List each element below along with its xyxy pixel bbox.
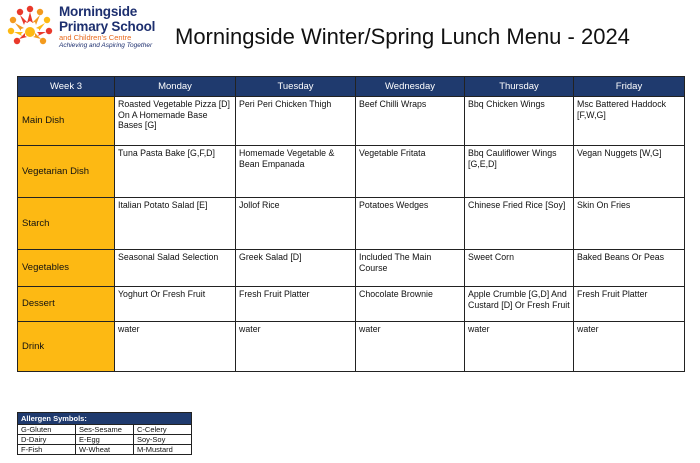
menu-cell: Vegetable Fritata bbox=[356, 146, 465, 198]
allergen-legend-table bbox=[17, 412, 192, 455]
allergen-entry: E-Egg bbox=[76, 435, 134, 445]
row-category: Drink bbox=[18, 322, 115, 372]
menu-cell: water bbox=[356, 322, 465, 372]
lunch-menu-table bbox=[17, 76, 685, 372]
header-wednesday: Wednesday bbox=[356, 77, 465, 97]
menu-cell: water bbox=[115, 322, 236, 372]
allergen-entry: D-Dairy bbox=[18, 435, 76, 445]
row-category: Dessert bbox=[18, 287, 115, 322]
menu-cell: water bbox=[574, 322, 685, 372]
table-row bbox=[18, 322, 685, 372]
school-name-line1: Morningside bbox=[59, 4, 138, 19]
allergen-entry: Soy-Soy bbox=[134, 435, 192, 445]
menu-cell: Homemade Vegetable & Bean Empanada bbox=[236, 146, 356, 198]
menu-cell: Included The Main Course bbox=[356, 250, 465, 287]
header-monday: Monday bbox=[115, 77, 236, 97]
school-name-line2: Primary School bbox=[59, 18, 156, 34]
menu-cell: Potatoes Wedges bbox=[356, 198, 465, 250]
menu-cell: Fresh Fruit Platter bbox=[236, 287, 356, 322]
header-friday: Friday bbox=[574, 77, 685, 97]
menu-cell: Fresh Fruit Platter bbox=[574, 287, 685, 322]
menu-cell: Roasted Vegetable Pizza [D] On A Homemade Base Bases [G] bbox=[115, 97, 236, 146]
table-row bbox=[18, 425, 192, 435]
menu-cell: Sweet Corn bbox=[465, 250, 574, 287]
menu-cell: Vegan Nuggets [W,G] bbox=[574, 146, 685, 198]
row-category: Starch bbox=[18, 198, 115, 250]
menu-cell: Italian Potato Salad [E] bbox=[115, 198, 236, 250]
sun-people-logo-icon bbox=[6, 3, 54, 51]
menu-cell: Seasonal Salad Selection bbox=[115, 250, 236, 287]
menu-cell: Greek Salad [D] bbox=[236, 250, 356, 287]
allergen-entry: F-Fish bbox=[18, 445, 76, 455]
header-week: Week 3 bbox=[18, 77, 115, 97]
allergen-title: Allergen Symbols: bbox=[18, 413, 192, 425]
row-category: Vegetarian Dish bbox=[18, 146, 115, 198]
menu-cell: Msc Battered Haddock [F,W,G] bbox=[574, 97, 685, 146]
menu-cell: Chocolate Brownie bbox=[356, 287, 465, 322]
table-row bbox=[18, 146, 685, 198]
school-logo bbox=[6, 3, 156, 55]
school-name-line3: and Children's Centre bbox=[59, 33, 132, 42]
menu-cell: Chinese Fried Rice [Soy] bbox=[465, 198, 574, 250]
menu-cell: Skin On Fries bbox=[574, 198, 685, 250]
row-category: Main Dish bbox=[18, 97, 115, 146]
menu-cell: Jollof Rice bbox=[236, 198, 356, 250]
menu-cell: Yoghurt Or Fresh Fruit bbox=[115, 287, 236, 322]
table-row bbox=[18, 198, 685, 250]
table-row bbox=[18, 435, 192, 445]
menu-cell: Apple Crumble [G,D] And Custard [D] Or Fresh Fruit bbox=[465, 287, 574, 322]
table-row bbox=[18, 250, 685, 287]
allergen-entry: M-Mustard bbox=[134, 445, 192, 455]
menu-cell: Bbq Chicken Wings bbox=[465, 97, 574, 146]
menu-cell: Bbq Cauliflower Wings [G,E,D] bbox=[465, 146, 574, 198]
page-title: Morningside Winter/Spring Lunch Menu - 2024 bbox=[175, 24, 630, 49]
school-tagline: Achieving and Aspiring Together bbox=[59, 41, 153, 49]
table-row bbox=[18, 97, 685, 146]
table-row bbox=[18, 287, 685, 322]
table-row bbox=[18, 445, 192, 455]
menu-header-row bbox=[18, 77, 685, 97]
menu-cell: Peri Peri Chicken Thigh bbox=[236, 97, 356, 146]
header-tuesday: Tuesday bbox=[236, 77, 356, 97]
menu-cell: Baked Beans Or Peas bbox=[574, 250, 685, 287]
menu-cell: water bbox=[236, 322, 356, 372]
menu-cell: water bbox=[465, 322, 574, 372]
allergen-entry: G-Gluten bbox=[18, 425, 76, 435]
row-category: Vegetables bbox=[18, 250, 115, 287]
allergen-entry: C-Celery bbox=[134, 425, 192, 435]
header-thursday: Thursday bbox=[465, 77, 574, 97]
allergen-entry: Ses-Sesame bbox=[76, 425, 134, 435]
allergen-entry: W-Wheat bbox=[76, 445, 134, 455]
menu-cell: Tuna Pasta Bake [G,F,D] bbox=[115, 146, 236, 198]
menu-cell: Beef Chilli Wraps bbox=[356, 97, 465, 146]
